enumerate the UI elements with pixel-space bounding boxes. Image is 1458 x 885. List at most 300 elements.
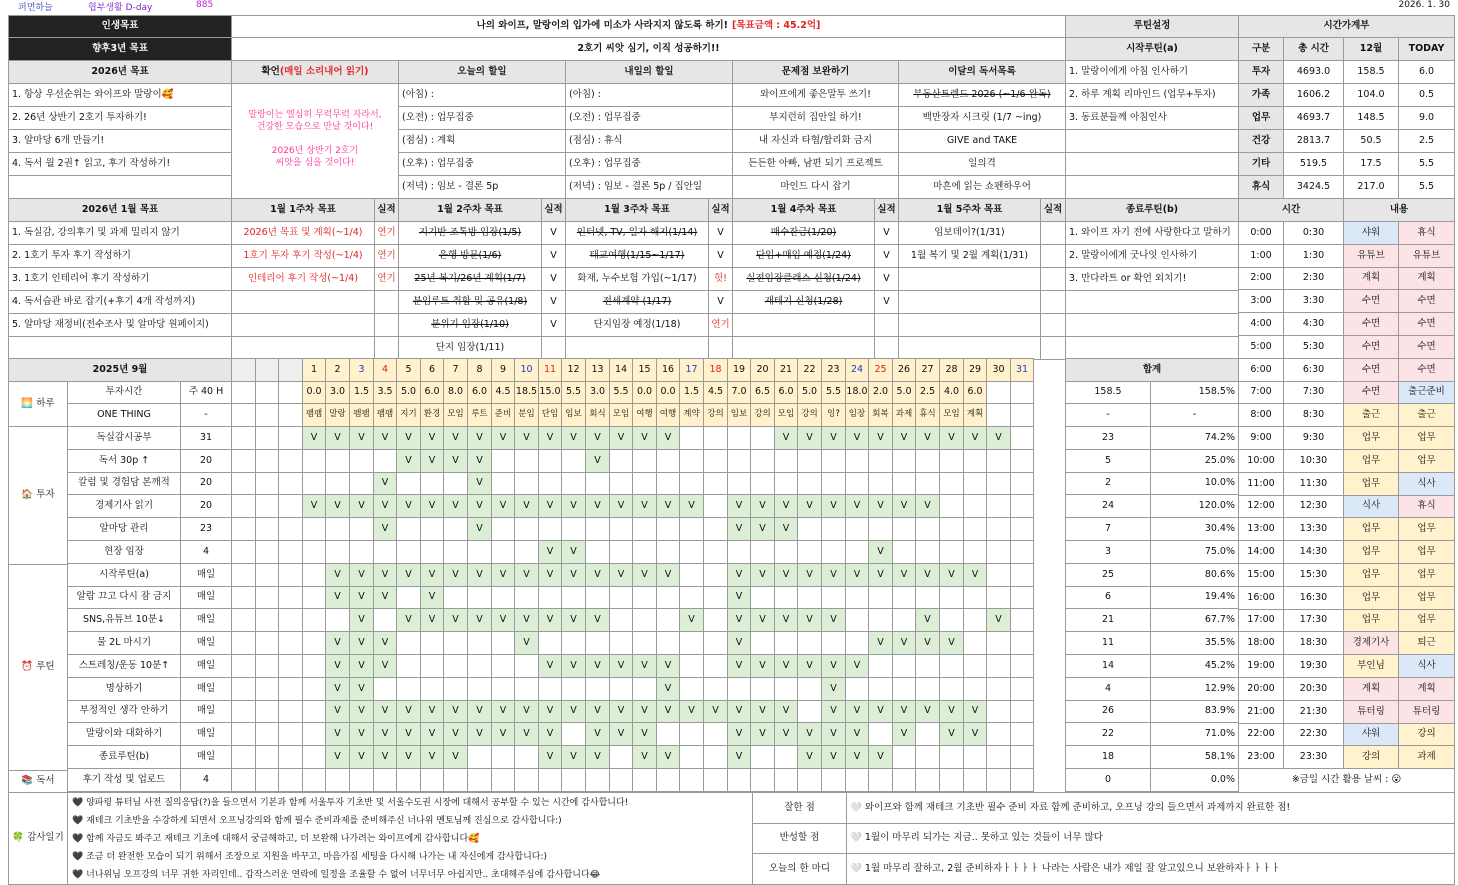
habit-empty[interactable] <box>396 631 421 655</box>
habit-empty[interactable] <box>1010 494 1034 518</box>
habit-empty[interactable] <box>491 654 515 678</box>
habit-empty[interactable] <box>868 677 893 701</box>
habit-check[interactable]: V <box>868 563 893 587</box>
habit-empty[interactable] <box>585 631 610 655</box>
habit-empty[interactable] <box>561 677 586 701</box>
habit-check[interactable]: V <box>656 700 680 723</box>
habit-check[interactable]: V <box>538 608 562 632</box>
habit-empty[interactable] <box>585 677 610 701</box>
habit-check[interactable]: V <box>373 517 397 541</box>
habit-check[interactable]: V <box>750 517 775 541</box>
habit-empty[interactable] <box>986 586 1011 609</box>
habit-empty[interactable] <box>609 608 633 632</box>
habit-check[interactable]: V <box>892 722 916 746</box>
habit-check[interactable]: V <box>939 563 964 587</box>
habit-check[interactable]: V <box>514 631 539 655</box>
habit-empty[interactable] <box>915 745 940 769</box>
habit-empty[interactable] <box>656 449 680 473</box>
habit-empty[interactable] <box>349 472 374 495</box>
habit-empty[interactable] <box>396 517 421 541</box>
habit-check[interactable]: V <box>349 586 374 609</box>
habit-check[interactable]: V <box>656 745 680 769</box>
habit-check[interactable]: V <box>420 608 444 632</box>
habit-check[interactable]: V <box>963 426 987 450</box>
habit-empty[interactable] <box>443 540 468 564</box>
habit-check[interactable]: V <box>396 426 421 450</box>
habit-empty[interactable] <box>467 677 492 701</box>
habit-empty[interactable] <box>302 586 326 609</box>
habit-empty[interactable] <box>845 768 869 792</box>
habit-check[interactable]: V <box>349 677 374 701</box>
habit-empty[interactable] <box>963 745 987 769</box>
habit-check[interactable]: V <box>325 700 350 723</box>
habit-empty[interactable] <box>632 586 657 609</box>
habit-check[interactable]: V <box>892 700 916 723</box>
habit-empty[interactable] <box>750 449 775 473</box>
habit-empty[interactable] <box>656 722 680 746</box>
habit-empty[interactable] <box>797 768 822 792</box>
habit-check[interactable]: V <box>868 540 893 564</box>
habit-empty[interactable] <box>325 540 350 564</box>
habit-empty[interactable] <box>656 768 680 792</box>
habit-check[interactable]: V <box>467 449 492 473</box>
habit-empty[interactable] <box>821 449 846 473</box>
habit-check[interactable]: V <box>845 494 869 518</box>
habit-empty[interactable] <box>750 426 775 450</box>
habit-check[interactable]: V <box>774 700 798 723</box>
habit-check[interactable]: V <box>585 449 610 473</box>
habit-empty[interactable] <box>538 586 562 609</box>
habit-check[interactable]: V <box>420 722 444 746</box>
habit-empty[interactable] <box>1010 426 1034 450</box>
habit-empty[interactable] <box>986 768 1011 792</box>
habit-check[interactable]: V <box>396 608 421 632</box>
habit-check[interactable]: V <box>986 426 1011 450</box>
habit-empty[interactable] <box>514 449 539 473</box>
habit-check[interactable]: V <box>609 700 633 723</box>
habit-empty[interactable] <box>915 449 940 473</box>
habit-empty[interactable] <box>491 449 515 473</box>
habit-check[interactable]: V <box>561 608 586 632</box>
habit-empty[interactable] <box>491 768 515 792</box>
habit-check[interactable]: V <box>491 608 515 632</box>
habit-empty[interactable] <box>750 472 775 495</box>
habit-empty[interactable] <box>1010 540 1034 564</box>
habit-empty[interactable] <box>373 608 397 632</box>
habit-empty[interactable] <box>963 472 987 495</box>
habit-check[interactable]: V <box>632 745 657 769</box>
habit-check[interactable]: V <box>703 700 728 723</box>
habit-empty[interactable] <box>491 517 515 541</box>
habit-check[interactable]: V <box>656 654 680 678</box>
habit-empty[interactable] <box>538 768 562 792</box>
habit-check[interactable]: V <box>821 426 846 450</box>
habit-empty[interactable] <box>797 631 822 655</box>
habit-empty[interactable] <box>679 449 704 473</box>
habit-empty[interactable] <box>467 540 492 564</box>
habit-empty[interactable] <box>986 563 1011 587</box>
habit-empty[interactable] <box>845 517 869 541</box>
habit-check[interactable]: V <box>845 563 869 587</box>
habit-empty[interactable] <box>821 472 846 495</box>
habit-empty[interactable] <box>514 654 539 678</box>
habit-check[interactable]: V <box>443 449 468 473</box>
habit-check[interactable]: V <box>868 494 893 518</box>
habit-check[interactable]: V <box>538 745 562 769</box>
habit-check[interactable]: V <box>774 722 798 746</box>
habit-check[interactable]: V <box>373 654 397 678</box>
habit-check[interactable]: V <box>443 563 468 587</box>
habit-empty[interactable] <box>585 472 610 495</box>
habit-check[interactable]: V <box>821 608 846 632</box>
habit-check[interactable]: V <box>750 722 775 746</box>
habit-check[interactable]: V <box>774 654 798 678</box>
habit-empty[interactable] <box>1010 745 1034 769</box>
habit-empty[interactable] <box>632 517 657 541</box>
habit-empty[interactable] <box>892 449 916 473</box>
habit-empty[interactable] <box>491 631 515 655</box>
habit-empty[interactable] <box>845 586 869 609</box>
habit-check[interactable]: V <box>915 631 940 655</box>
habit-check[interactable]: V <box>774 494 798 518</box>
habit-empty[interactable] <box>703 631 728 655</box>
habit-check[interactable]: V <box>585 654 610 678</box>
habit-empty[interactable] <box>703 563 728 587</box>
habit-check[interactable]: V <box>467 494 492 518</box>
habit-empty[interactable] <box>986 540 1011 564</box>
habit-empty[interactable] <box>1010 472 1034 495</box>
habit-check[interactable]: V <box>561 540 586 564</box>
habit-empty[interactable] <box>963 540 987 564</box>
habit-check[interactable]: V <box>561 563 586 587</box>
habit-empty[interactable] <box>491 540 515 564</box>
habit-check[interactable]: V <box>373 494 397 518</box>
habit-check[interactable]: V <box>892 494 916 518</box>
habit-check[interactable]: V <box>420 426 444 450</box>
habit-check[interactable]: V <box>609 654 633 678</box>
habit-empty[interactable] <box>420 472 444 495</box>
habit-empty[interactable] <box>915 517 940 541</box>
habit-check[interactable]: V <box>656 494 680 518</box>
habit-check[interactable]: V <box>845 722 869 746</box>
habit-check[interactable]: V <box>585 608 610 632</box>
habit-empty[interactable] <box>443 631 468 655</box>
habit-check[interactable]: V <box>797 722 822 746</box>
habit-empty[interactable] <box>986 494 1011 518</box>
habit-check[interactable]: V <box>373 472 397 495</box>
habit-empty[interactable] <box>797 449 822 473</box>
habit-empty[interactable] <box>373 768 397 792</box>
habit-check[interactable]: V <box>349 722 374 746</box>
habit-empty[interactable] <box>679 745 704 769</box>
habit-empty[interactable] <box>443 768 468 792</box>
habit-empty[interactable] <box>467 631 492 655</box>
habit-empty[interactable] <box>1010 449 1034 473</box>
habit-check[interactable]: V <box>656 426 680 450</box>
habit-empty[interactable] <box>703 677 728 701</box>
habit-check[interactable]: V <box>514 563 539 587</box>
habit-empty[interactable] <box>963 654 987 678</box>
habit-empty[interactable] <box>514 540 539 564</box>
habit-empty[interactable] <box>986 631 1011 655</box>
habit-check[interactable]: V <box>420 745 444 769</box>
habit-empty[interactable] <box>868 722 893 746</box>
habit-empty[interactable] <box>302 449 326 473</box>
habit-check[interactable]: V <box>963 700 987 723</box>
habit-empty[interactable] <box>915 654 940 678</box>
habit-empty[interactable] <box>349 517 374 541</box>
habit-check[interactable]: V <box>915 563 940 587</box>
habit-check[interactable]: V <box>443 722 468 746</box>
habit-empty[interactable] <box>915 677 940 701</box>
habit-empty[interactable] <box>656 472 680 495</box>
habit-empty[interactable] <box>561 722 586 746</box>
habit-empty[interactable] <box>585 540 610 564</box>
habit-empty[interactable] <box>561 517 586 541</box>
habit-check[interactable]: V <box>514 722 539 746</box>
habit-empty[interactable] <box>939 517 964 541</box>
habit-check[interactable]: V <box>774 563 798 587</box>
habit-check[interactable]: V <box>632 654 657 678</box>
habit-empty[interactable] <box>679 586 704 609</box>
habit-empty[interactable] <box>656 517 680 541</box>
habit-check[interactable]: V <box>467 608 492 632</box>
habit-check[interactable]: V <box>727 654 751 678</box>
habit-empty[interactable] <box>420 517 444 541</box>
habit-check[interactable]: V <box>632 722 657 746</box>
habit-empty[interactable] <box>892 472 916 495</box>
habit-check[interactable]: V <box>491 563 515 587</box>
habit-empty[interactable] <box>679 472 704 495</box>
habit-check[interactable]: V <box>538 700 562 723</box>
habit-empty[interactable] <box>821 517 846 541</box>
habit-empty[interactable] <box>868 654 893 678</box>
habit-check[interactable]: V <box>443 494 468 518</box>
habit-check[interactable]: V <box>656 677 680 701</box>
habit-empty[interactable] <box>963 449 987 473</box>
habit-empty[interactable] <box>679 768 704 792</box>
habit-check[interactable]: V <box>797 494 822 518</box>
habit-empty[interactable] <box>939 677 964 701</box>
habit-check[interactable]: V <box>585 745 610 769</box>
habit-check[interactable]: V <box>325 494 350 518</box>
habit-empty[interactable] <box>703 722 728 746</box>
habit-check[interactable]: V <box>325 677 350 701</box>
habit-empty[interactable] <box>1010 700 1034 723</box>
habit-check[interactable]: V <box>679 700 704 723</box>
habit-empty[interactable] <box>915 540 940 564</box>
habit-check[interactable]: V <box>373 700 397 723</box>
habit-empty[interactable] <box>939 608 964 632</box>
habit-empty[interactable] <box>302 540 326 564</box>
habit-check[interactable]: V <box>939 631 964 655</box>
habit-empty[interactable] <box>915 768 940 792</box>
habit-empty[interactable] <box>703 472 728 495</box>
habit-empty[interactable] <box>703 494 728 518</box>
habit-check[interactable]: V <box>963 722 987 746</box>
habit-check[interactable]: V <box>396 563 421 587</box>
habit-check[interactable]: V <box>491 700 515 723</box>
habit-empty[interactable] <box>774 631 798 655</box>
habit-empty[interactable] <box>467 586 492 609</box>
habit-empty[interactable] <box>373 540 397 564</box>
habit-check[interactable]: V <box>632 563 657 587</box>
habit-check[interactable]: V <box>443 608 468 632</box>
habit-empty[interactable] <box>892 540 916 564</box>
habit-empty[interactable] <box>679 677 704 701</box>
habit-empty[interactable] <box>679 540 704 564</box>
habit-check[interactable]: V <box>420 586 444 609</box>
habit-empty[interactable] <box>656 631 680 655</box>
habit-empty[interactable] <box>538 677 562 701</box>
habit-empty[interactable] <box>349 540 374 564</box>
habit-empty[interactable] <box>325 472 350 495</box>
habit-empty[interactable] <box>868 449 893 473</box>
habit-empty[interactable] <box>963 631 987 655</box>
habit-check[interactable]: V <box>585 700 610 723</box>
habit-check[interactable]: V <box>797 654 822 678</box>
habit-empty[interactable] <box>420 540 444 564</box>
habit-empty[interactable] <box>349 768 374 792</box>
habit-check[interactable]: V <box>679 608 704 632</box>
habit-check[interactable]: V <box>514 494 539 518</box>
habit-check[interactable]: V <box>750 608 775 632</box>
habit-check[interactable]: V <box>774 517 798 541</box>
habit-check[interactable]: V <box>892 631 916 655</box>
habit-check[interactable]: V <box>986 608 1011 632</box>
habit-empty[interactable] <box>302 608 326 632</box>
habit-empty[interactable] <box>963 608 987 632</box>
habit-check[interactable]: V <box>349 608 374 632</box>
habit-empty[interactable] <box>797 540 822 564</box>
habit-check[interactable]: V <box>538 563 562 587</box>
habit-empty[interactable] <box>774 540 798 564</box>
habit-empty[interactable] <box>750 631 775 655</box>
habit-check[interactable]: V <box>585 426 610 450</box>
habit-check[interactable]: V <box>514 426 539 450</box>
habit-empty[interactable] <box>679 631 704 655</box>
habit-empty[interactable] <box>609 745 633 769</box>
habit-empty[interactable] <box>585 517 610 541</box>
habit-empty[interactable] <box>302 631 326 655</box>
habit-empty[interactable] <box>302 517 326 541</box>
habit-check[interactable]: V <box>561 654 586 678</box>
habit-empty[interactable] <box>750 540 775 564</box>
habit-empty[interactable] <box>443 586 468 609</box>
habit-check[interactable]: V <box>821 494 846 518</box>
habit-check[interactable]: V <box>915 494 940 518</box>
habit-check[interactable]: V <box>373 563 397 587</box>
habit-empty[interactable] <box>821 631 846 655</box>
habit-check[interactable]: V <box>939 700 964 723</box>
habit-check[interactable]: V <box>443 426 468 450</box>
habit-empty[interactable] <box>443 517 468 541</box>
habit-empty[interactable] <box>514 677 539 701</box>
habit-check[interactable]: V <box>373 631 397 655</box>
habit-check[interactable]: V <box>467 426 492 450</box>
habit-empty[interactable] <box>797 586 822 609</box>
habit-empty[interactable] <box>396 472 421 495</box>
habit-check[interactable]: V <box>821 677 846 701</box>
habit-empty[interactable] <box>845 677 869 701</box>
habit-check[interactable]: V <box>538 494 562 518</box>
habit-empty[interactable] <box>373 677 397 701</box>
habit-empty[interactable] <box>963 494 987 518</box>
habit-empty[interactable] <box>939 745 964 769</box>
habit-check[interactable]: V <box>396 700 421 723</box>
habit-empty[interactable] <box>939 494 964 518</box>
habit-empty[interactable] <box>491 472 515 495</box>
habit-empty[interactable] <box>986 700 1011 723</box>
habit-check[interactable]: V <box>963 563 987 587</box>
habit-empty[interactable] <box>302 472 326 495</box>
habit-empty[interactable] <box>727 472 751 495</box>
habit-empty[interactable] <box>1010 654 1034 678</box>
habit-check[interactable]: V <box>821 700 846 723</box>
habit-check[interactable]: V <box>467 563 492 587</box>
habit-check[interactable]: V <box>420 700 444 723</box>
habit-check[interactable]: V <box>845 745 869 769</box>
habit-check[interactable]: V <box>868 631 893 655</box>
habit-empty[interactable] <box>939 768 964 792</box>
habit-empty[interactable] <box>892 586 916 609</box>
habit-check[interactable]: V <box>325 745 350 769</box>
habit-empty[interactable] <box>632 472 657 495</box>
habit-empty[interactable] <box>373 449 397 473</box>
habit-check[interactable]: V <box>302 494 326 518</box>
habit-empty[interactable] <box>892 745 916 769</box>
habit-check[interactable]: V <box>467 700 492 723</box>
habit-check[interactable]: V <box>939 426 964 450</box>
habit-empty[interactable] <box>609 586 633 609</box>
habit-empty[interactable] <box>986 745 1011 769</box>
habit-check[interactable]: V <box>679 494 704 518</box>
habit-check[interactable]: V <box>797 426 822 450</box>
habit-check[interactable]: V <box>727 631 751 655</box>
habit-empty[interactable] <box>868 472 893 495</box>
habit-check[interactable]: V <box>373 426 397 450</box>
habit-empty[interactable] <box>703 745 728 769</box>
habit-empty[interactable] <box>797 517 822 541</box>
habit-empty[interactable] <box>774 449 798 473</box>
habit-empty[interactable] <box>797 472 822 495</box>
habit-check[interactable]: V <box>538 654 562 678</box>
habit-empty[interactable] <box>632 677 657 701</box>
habit-empty[interactable] <box>892 608 916 632</box>
habit-empty[interactable] <box>443 654 468 678</box>
habit-empty[interactable] <box>892 654 916 678</box>
habit-empty[interactable] <box>325 517 350 541</box>
habit-empty[interactable] <box>703 768 728 792</box>
habit-check[interactable]: V <box>727 745 751 769</box>
habit-check[interactable]: V <box>750 563 775 587</box>
habit-empty[interactable] <box>679 654 704 678</box>
habit-check[interactable]: V <box>585 563 610 587</box>
habit-empty[interactable] <box>514 517 539 541</box>
habit-empty[interactable] <box>561 586 586 609</box>
habit-check[interactable]: V <box>845 654 869 678</box>
habit-empty[interactable] <box>396 540 421 564</box>
habit-empty[interactable] <box>1010 722 1034 746</box>
habit-empty[interactable] <box>845 608 869 632</box>
habit-check[interactable]: V <box>349 654 374 678</box>
habit-empty[interactable] <box>986 654 1011 678</box>
habit-empty[interactable] <box>868 586 893 609</box>
habit-check[interactable]: V <box>349 700 374 723</box>
habit-empty[interactable] <box>420 677 444 701</box>
habit-empty[interactable] <box>774 472 798 495</box>
habit-empty[interactable] <box>467 745 492 769</box>
